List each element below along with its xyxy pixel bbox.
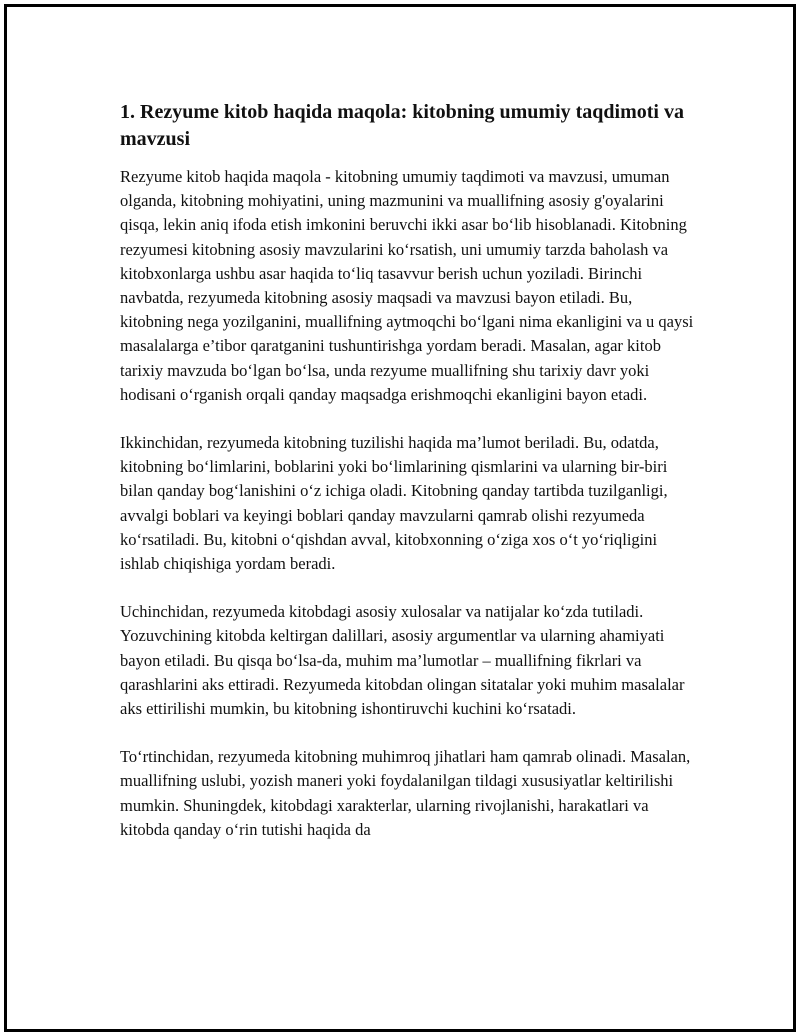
paragraph-2: Ikkinchidan, rezyumeda kitobning tuzilishi haqida ma’lumot beriladi. Bu, odatda, kitobning bo‘limlarini, boblarini yoki bo‘limlarining qismlarini va ularning bir-biri bilan qanday bog‘lanishini o‘z ichiga oladi. Kitobning qanday tartibda tuzilganligi, avvalgi boblari va keyingi boblari qanday mavzularni qamrab olishi rezyumeda ko‘rsatiladi. Bu, kitobni o‘qishdan avval, kitobxonning o‘ziga xos o‘t yo‘riqligini ishlab chiqishiga yordam beradi. [120, 433, 668, 574]
page-frame [4, 4, 796, 1032]
paragraph-3: Uchinchidan, rezyumeda kitobdagi asosiy xulosalar va natijalar ko‘zda tutiladi. Yozuvchining kitobda keltirgan dalillari, asosiy argumentlar va ularning ahamiyati bayon etiladi. Bu qisqa bo‘lsa-da, muhim ma’lumotlar – muallifning fikrlari va qarashlarini aks ettiradi. Rezyumeda kitobdan olingan sitatalar yoki muhim masalalar aks ettirilishi mumkin, bu kitobning ishontiruvchi kuchini ko‘rsatadi. [120, 602, 685, 719]
section-heading: 1. Rezyume kitob haqida maqola: kitobning umumiy taqdimoti va mavzusi [120, 101, 684, 150]
document-body [120, 99, 695, 866]
paragraph-4: To‘rtinchidan, rezyumeda kitobning muhimroq jihatlari ham qamrab olinadi. Masalan, muallifning uslubi, yozish maneri yoki foydalanilgan tildagi xususiyatlar keltirilishi mumkin. Shuningdek, kitobdagi xarakterlar, ularning rivojlanishi, harakatlari va kitobda qanday o‘rin tutishi haqida da [120, 747, 691, 839]
paragraph-1: Rezyume kitob haqida maqola - kitobning umumiy taqdimoti va mavzusi, umuman olganda, kitobning mohiyatini, uning mazmunini va muallifning asosiy g'oyalarini qisqa, lekin aniq ifoda etish imkonini beruvchi ikki asar bo‘lib hisoblanadi. Kitobning rezyumesi kitobning asosiy mavzularini ko‘rsatish, uni umumiy tarzda baholash va kitobxonlarga ushbu asar haqida to‘liq tasavvur berish uchun yoziladi. Birinchi navbatda, rezyumeda kitobning asosiy maqsadi va mavzusi bayon etiladi. Bu, kitobning nega yozilganini, muallifning aytmoqchi bo‘lgani nima ekanligini va u qaysi masalalarga e’tibor qaratganini tushuntirishga yordam beradi. Masalan, agar kitob tarixiy mavzuda bo‘lgan bo‘lsa, unda rezyume muallifning shu tarixiy davr yoki hodisani o‘rganish orqali qanday maqsadga erishmoqchi ekanligini bayon etadi. [120, 167, 694, 404]
